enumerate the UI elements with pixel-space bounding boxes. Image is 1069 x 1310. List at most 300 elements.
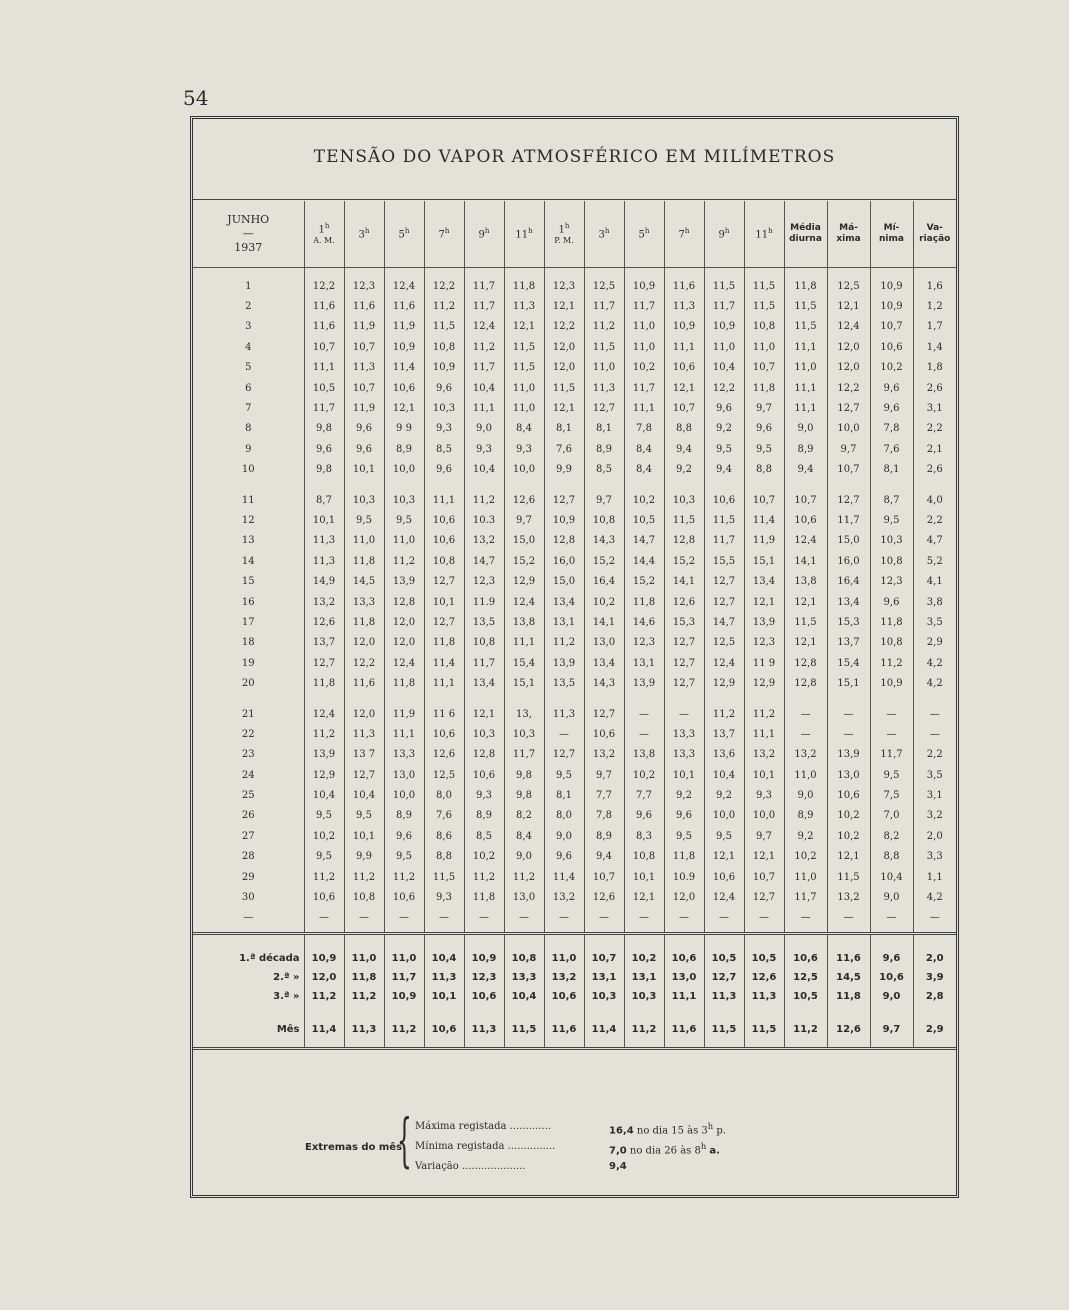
value-cell: 12,7 (704, 571, 744, 591)
value-cell: 1,4 (913, 337, 956, 357)
value-cell: 12,3 (344, 268, 384, 297)
value-cell: 10,9 (424, 358, 464, 378)
value-cell: 9,6 (664, 806, 704, 826)
hour-header: 11$^h$ (504, 201, 544, 268)
value-cell: 12,7 (664, 633, 704, 653)
summary-value: 10,2 (624, 934, 664, 969)
value-cell: 9,3 (744, 785, 784, 805)
value-cell: 11,2 (464, 480, 504, 510)
value-cell: 12,8 (464, 745, 504, 765)
value-cell: 8,7 (304, 480, 344, 510)
value-cell: 10,3 (870, 531, 913, 551)
month-dash: — (242, 227, 254, 240)
value-cell: 9,3 (504, 439, 544, 459)
day-cell: 2 (245, 301, 252, 313)
value-cell: 10,7 (344, 337, 384, 357)
value-cell: 10,7 (744, 358, 784, 378)
value-cell: — (913, 908, 956, 934)
value-cell: 10,0 (504, 460, 544, 480)
value-cell: 9,0 (784, 785, 827, 805)
value-cell: 2,2 (913, 745, 956, 765)
value-cell: 9,5 (870, 510, 913, 530)
value-cell: 7,6 (424, 806, 464, 826)
value-cell: 10,2 (827, 806, 870, 826)
value-cell: 4,0 (913, 480, 956, 510)
summary-value: 10,9 (304, 934, 344, 969)
value-cell: 9,7 (744, 826, 784, 846)
value-cell: 13,4 (464, 673, 504, 693)
value-cell: 11,5 (504, 337, 544, 357)
value-cell: 10,2 (464, 847, 504, 867)
value-cell: 9,4 (784, 460, 827, 480)
value-cell: 12,1 (544, 398, 584, 418)
value-cell: 11,8 (784, 268, 827, 297)
hour-header: 5$^h$ (624, 201, 664, 268)
min-recorded-value: 7,0 no dia 26 às 8$^h$ a. (609, 1141, 720, 1157)
value-cell: 10,7 (304, 337, 344, 357)
value-cell: 13,8 (624, 745, 664, 765)
value-cell: 12,2 (304, 268, 344, 297)
summary-value: 11,5 (744, 1006, 784, 1049)
value-cell: 13,2 (827, 887, 870, 907)
value-cell: 10,8 (584, 510, 624, 530)
value-cell: 12,1 (784, 592, 827, 612)
value-cell: 12,3 (744, 633, 784, 653)
value-cell: 12,1 (664, 378, 704, 398)
table-row (193, 826, 956, 846)
table-row (193, 460, 956, 480)
value-cell: 10,6 (704, 480, 744, 510)
value-cell: 10,9 (704, 317, 744, 337)
value-cell: 12,4 (384, 268, 424, 297)
value-cell: 11,0 (344, 531, 384, 551)
value-cell: 11,8 (664, 847, 704, 867)
value-cell: 11,1 (304, 358, 344, 378)
value-cell: 12,4 (504, 592, 544, 612)
value-cell: 10,6 (664, 358, 704, 378)
value-cell: 14,4 (624, 551, 664, 571)
summary-value: 11,2 (304, 987, 344, 1006)
value-cell: 12,8 (544, 531, 584, 551)
value-cell: 11,7 (624, 296, 664, 316)
value-cell: 15,1 (744, 551, 784, 571)
value-cell: 12,2 (704, 378, 744, 398)
value-cell: 15,3 (664, 612, 704, 632)
year-label: 1937 (234, 241, 263, 254)
value-cell: 3,5 (913, 765, 956, 785)
value-cell: 5,2 (913, 551, 956, 571)
value-cell: 11,4 (544, 867, 584, 887)
min-recorded-label: Mínima registada ............... (415, 1141, 556, 1152)
day-cell: 17 (241, 616, 255, 628)
value-cell: 11,8 (464, 887, 504, 907)
value-cell: 14,3 (584, 673, 624, 693)
value-cell: — (784, 908, 827, 934)
day-cell: 27 (241, 830, 255, 842)
value-cell: 10,8 (344, 887, 384, 907)
value-cell: — (664, 694, 704, 724)
value-cell: 11,6 (384, 296, 424, 316)
summary-value: 12,6 (827, 1006, 870, 1049)
table-row (193, 337, 956, 357)
summary-value: 11,3 (344, 1006, 384, 1049)
value-cell: 10,6 (584, 724, 624, 744)
value-cell: 8,9 (784, 806, 827, 826)
summary-value: 10,6 (784, 934, 827, 969)
value-cell: 9,2 (664, 785, 704, 805)
value-cell: 11,2 (504, 867, 544, 887)
value-cell: 12,7 (827, 480, 870, 510)
value-cell: 12,4 (304, 694, 344, 724)
value-cell: 9,6 (704, 398, 744, 418)
value-cell: 10,8 (424, 337, 464, 357)
hour-header: 11$^h$ (744, 201, 784, 268)
day-cell: 23 (241, 749, 255, 761)
value-cell: 11,5 (704, 268, 744, 297)
value-cell: — (624, 908, 664, 934)
summary-value: 12,6 (744, 968, 784, 987)
value-cell: 11,7 (504, 745, 544, 765)
value-cell: 12,0 (664, 887, 704, 907)
value-cell: 7,0 (870, 806, 913, 826)
value-cell: — (344, 908, 384, 934)
value-cell: 11,2 (464, 867, 504, 887)
value-cell: 8,2 (870, 826, 913, 846)
value-cell: 12,4 (704, 653, 744, 673)
value-cell: 3,1 (913, 785, 956, 805)
value-cell: 14,1 (664, 571, 704, 591)
value-cell: 10,1 (344, 826, 384, 846)
value-cell: 7,8 (624, 419, 664, 439)
value-cell: 11,6 (664, 268, 704, 297)
table-row (193, 592, 956, 612)
value-cell: 10,1 (624, 867, 664, 887)
value-cell: 9,4 (664, 439, 704, 459)
value-cell: 11,5 (784, 296, 827, 316)
table-row (193, 419, 956, 439)
summary-row (193, 968, 956, 987)
value-cell: — (584, 908, 624, 934)
summary-row (193, 987, 956, 1006)
summary-value: 11,2 (624, 1006, 664, 1049)
value-cell: 10,9 (664, 317, 704, 337)
value-cell: 12,0 (544, 358, 584, 378)
table-title: TENSÃO DO VAPOR ATMOSFÉRICO EM MILÍMETROS (313, 147, 836, 167)
value-cell: 15,5 (704, 551, 744, 571)
value-cell: 12,1 (504, 317, 544, 337)
summary-value: 13,3 (504, 968, 544, 987)
header-row (193, 201, 956, 268)
value-cell: 13,7 (704, 724, 744, 744)
value-cell: 12,9 (504, 571, 544, 591)
value-cell: 11,8 (384, 673, 424, 693)
summary-value: 10,3 (624, 987, 664, 1006)
value-cell: 10,8 (870, 551, 913, 571)
value-cell: 16,4 (584, 571, 624, 591)
value-cell: 11,7 (827, 510, 870, 530)
value-cell: 11,7 (304, 398, 344, 418)
value-cell: 10,2 (624, 480, 664, 510)
value-cell: 11,2 (304, 867, 344, 887)
value-cell: 11,1 (384, 724, 424, 744)
value-cell: 11,0 (384, 531, 424, 551)
table-row (193, 378, 956, 398)
summary-value: 11,3 (744, 987, 784, 1006)
value-cell: 14,5 (344, 571, 384, 591)
value-cell: 12,3 (464, 571, 504, 591)
value-cell: 15,2 (584, 551, 624, 571)
table-row (193, 551, 956, 571)
value-cell: 10.3 (464, 510, 504, 530)
stat-header: Má- xima (827, 201, 870, 268)
value-cell: 10,1 (344, 460, 384, 480)
value-cell: 11,9 (384, 694, 424, 724)
day-cell: 21 (241, 708, 255, 720)
value-cell: 9,8 (304, 460, 344, 480)
value-cell: 12,3 (544, 268, 584, 297)
value-cell: 4,7 (913, 531, 956, 551)
value-cell: 13,0 (827, 765, 870, 785)
value-cell: — (704, 908, 744, 934)
value-cell: — (424, 908, 464, 934)
value-cell: 13,8 (784, 571, 827, 591)
value-cell: 11,2 (544, 633, 584, 653)
summary-label: Mês (193, 1006, 304, 1049)
table-row (193, 908, 956, 934)
value-cell: 15,0 (827, 531, 870, 551)
value-cell: 12,4 (827, 317, 870, 337)
value-cell: — (870, 694, 913, 724)
value-cell: 11,2 (424, 296, 464, 316)
value-cell: 12,2 (344, 653, 384, 673)
value-cell: 10,2 (827, 826, 870, 846)
summary-value: 10,5 (744, 934, 784, 969)
value-cell: 9,5 (344, 510, 384, 530)
value-cell: 9,2 (664, 460, 704, 480)
summary-value: 11,3 (464, 1006, 504, 1049)
value-cell: 12,2 (827, 378, 870, 398)
value-cell: 11,9 (744, 531, 784, 551)
day-cell: — (243, 912, 254, 924)
max-recorded-label: Máxima registada ............. (415, 1121, 551, 1132)
value-cell: 8,3 (624, 826, 664, 846)
value-cell: 8,9 (584, 439, 624, 459)
value-cell: 10,2 (624, 765, 664, 785)
summary-value: 10,6 (464, 987, 504, 1006)
day-cell: 29 (241, 871, 255, 883)
value-cell: 11,0 (784, 765, 827, 785)
value-cell: 8,9 (464, 806, 504, 826)
value-cell: 9,0 (870, 887, 913, 907)
summary-label: 3.ª » (273, 991, 300, 1003)
value-cell: 11,5 (704, 510, 744, 530)
value-cell: 15,4 (827, 653, 870, 673)
value-cell: 9,0 (464, 419, 504, 439)
value-cell: 10,9 (544, 510, 584, 530)
value-cell: 12,8 (784, 653, 827, 673)
summary-value: 10,6 (870, 968, 913, 987)
table-row (193, 867, 956, 887)
value-cell: 9,2 (704, 785, 744, 805)
summary-value: 11,3 (704, 987, 744, 1006)
value-cell: 12,6 (664, 592, 704, 612)
extremes-brace: { (397, 1106, 412, 1174)
value-cell: 1,7 (913, 317, 956, 337)
value-cell: 12,7 (704, 592, 744, 612)
hour-header: 3$^h$ (584, 201, 624, 268)
value-cell: 10,9 (624, 268, 664, 297)
day-cell: 25 (241, 790, 255, 802)
value-cell: 10,0 (827, 419, 870, 439)
summary-value: 11,2 (344, 987, 384, 1006)
value-cell: 11,1 (624, 398, 664, 418)
value-cell: 10,2 (304, 826, 344, 846)
value-cell: 13,9 (304, 745, 344, 765)
value-cell: 7,7 (584, 785, 624, 805)
value-cell: 8,4 (624, 460, 664, 480)
value-cell: 12,9 (744, 673, 784, 693)
value-cell: 11,1 (424, 480, 464, 510)
value-cell: 11,7 (704, 531, 744, 551)
day-cell: 30 (241, 892, 255, 904)
summary-value: 12,3 (464, 968, 504, 987)
value-cell: 9,6 (744, 419, 784, 439)
value-cell: 8,8 (870, 847, 913, 867)
value-cell: 9,6 (344, 419, 384, 439)
value-cell: 10,7 (827, 460, 870, 480)
value-cell: 10,3 (664, 480, 704, 510)
vapor-pressure-table (193, 201, 956, 1050)
value-cell: 8,4 (504, 419, 544, 439)
summary-value: 10,5 (704, 934, 744, 969)
value-cell: 11,7 (704, 296, 744, 316)
value-cell: 12,4 (704, 887, 744, 907)
summary-value: 10,6 (544, 987, 584, 1006)
value-cell: — (544, 724, 584, 744)
value-cell: 13,3 (664, 724, 704, 744)
value-cell: 15,1 (827, 673, 870, 693)
value-cell: 11,8 (344, 551, 384, 571)
value-cell: 12,0 (544, 337, 584, 357)
summary-value: 13,0 (664, 968, 704, 987)
value-cell: — (870, 908, 913, 934)
value-cell: — (827, 694, 870, 724)
value-cell: 1,6 (913, 268, 956, 297)
value-cell: 8,5 (424, 439, 464, 459)
value-cell: 9,5 (704, 439, 744, 459)
value-cell: 12,9 (304, 765, 344, 785)
value-cell: 10,8 (624, 847, 664, 867)
value-cell: 12,4 (784, 531, 827, 551)
summary-value: 11,6 (664, 1006, 704, 1049)
value-cell: 11,2 (384, 867, 424, 887)
value-cell: 13,4 (744, 571, 784, 591)
value-cell: 9,8 (504, 785, 544, 805)
table-row (193, 745, 956, 765)
value-cell: 15,0 (544, 571, 584, 591)
value-cell: 13,9 (384, 571, 424, 591)
value-cell: 11,2 (344, 867, 384, 887)
value-cell: 11,2 (384, 551, 424, 571)
value-cell: 12,8 (384, 592, 424, 612)
value-cell: 8,2 (504, 806, 544, 826)
summary-value: 11,2 (384, 1006, 424, 1049)
value-cell: 13,7 (304, 633, 344, 653)
value-cell: 14,1 (584, 612, 624, 632)
summary-value: 11,0 (384, 934, 424, 969)
value-cell: — (624, 694, 664, 724)
value-cell: 8,8 (424, 847, 464, 867)
value-cell: 11,1 (784, 337, 827, 357)
summary-value: 14,5 (827, 968, 870, 987)
summary-value: 9,6 (870, 934, 913, 969)
table-row (193, 296, 956, 316)
value-cell: 12,6 (424, 745, 464, 765)
value-cell: — (784, 694, 827, 724)
table-row (193, 510, 956, 530)
value-cell: 11,1 (784, 378, 827, 398)
value-cell: — (913, 724, 956, 744)
value-cell: 13,3 (664, 745, 704, 765)
value-cell: 11,9 (344, 398, 384, 418)
hour-header: 7$^h$ (424, 201, 464, 268)
value-cell: 11,6 (344, 296, 384, 316)
value-cell: 10,1 (664, 765, 704, 785)
value-cell: 12,7 (304, 653, 344, 673)
value-cell: 8,9 (584, 826, 624, 846)
summary-value: 9,7 (870, 1006, 913, 1049)
value-cell: 10,1 (424, 592, 464, 612)
value-cell: 10,3 (464, 724, 504, 744)
value-cell: 12,7 (544, 745, 584, 765)
value-cell: 9,5 (304, 847, 344, 867)
table-row (193, 806, 956, 826)
value-cell: 13,9 (624, 673, 664, 693)
value-cell: 11,0 (624, 337, 664, 357)
value-cell: 11,3 (584, 378, 624, 398)
value-cell: 8,9 (384, 806, 424, 826)
value-cell: 15,2 (504, 551, 544, 571)
value-cell: 12,0 (827, 358, 870, 378)
value-cell: 13, (504, 694, 544, 724)
value-cell: 12,7 (424, 612, 464, 632)
value-cell: 10,7 (344, 378, 384, 398)
value-cell: 12,0 (344, 633, 384, 653)
value-cell: 11,5 (424, 317, 464, 337)
value-cell: 11,8 (424, 633, 464, 653)
value-cell: 9,2 (704, 419, 744, 439)
value-cell: 13 7 (344, 745, 384, 765)
value-cell: 3,5 (913, 612, 956, 632)
summary-value: 10,9 (384, 987, 424, 1006)
value-cell: 7,6 (544, 439, 584, 459)
day-cell: 9 (245, 443, 252, 455)
value-cell: 13,0 (384, 765, 424, 785)
value-cell: 11,4 (744, 510, 784, 530)
value-cell: 11,5 (424, 867, 464, 887)
value-cell: 10,6 (784, 510, 827, 530)
value-cell: 10,0 (704, 806, 744, 826)
value-cell: 9,5 (870, 765, 913, 785)
value-cell: 11,5 (544, 378, 584, 398)
table-row (193, 439, 956, 459)
table-row (193, 268, 956, 297)
value-cell: 11,5 (504, 358, 544, 378)
value-cell: 10,6 (384, 378, 424, 398)
value-cell: 7,5 (870, 785, 913, 805)
value-cell: 9,6 (870, 592, 913, 612)
value-cell: 12,7 (744, 887, 784, 907)
